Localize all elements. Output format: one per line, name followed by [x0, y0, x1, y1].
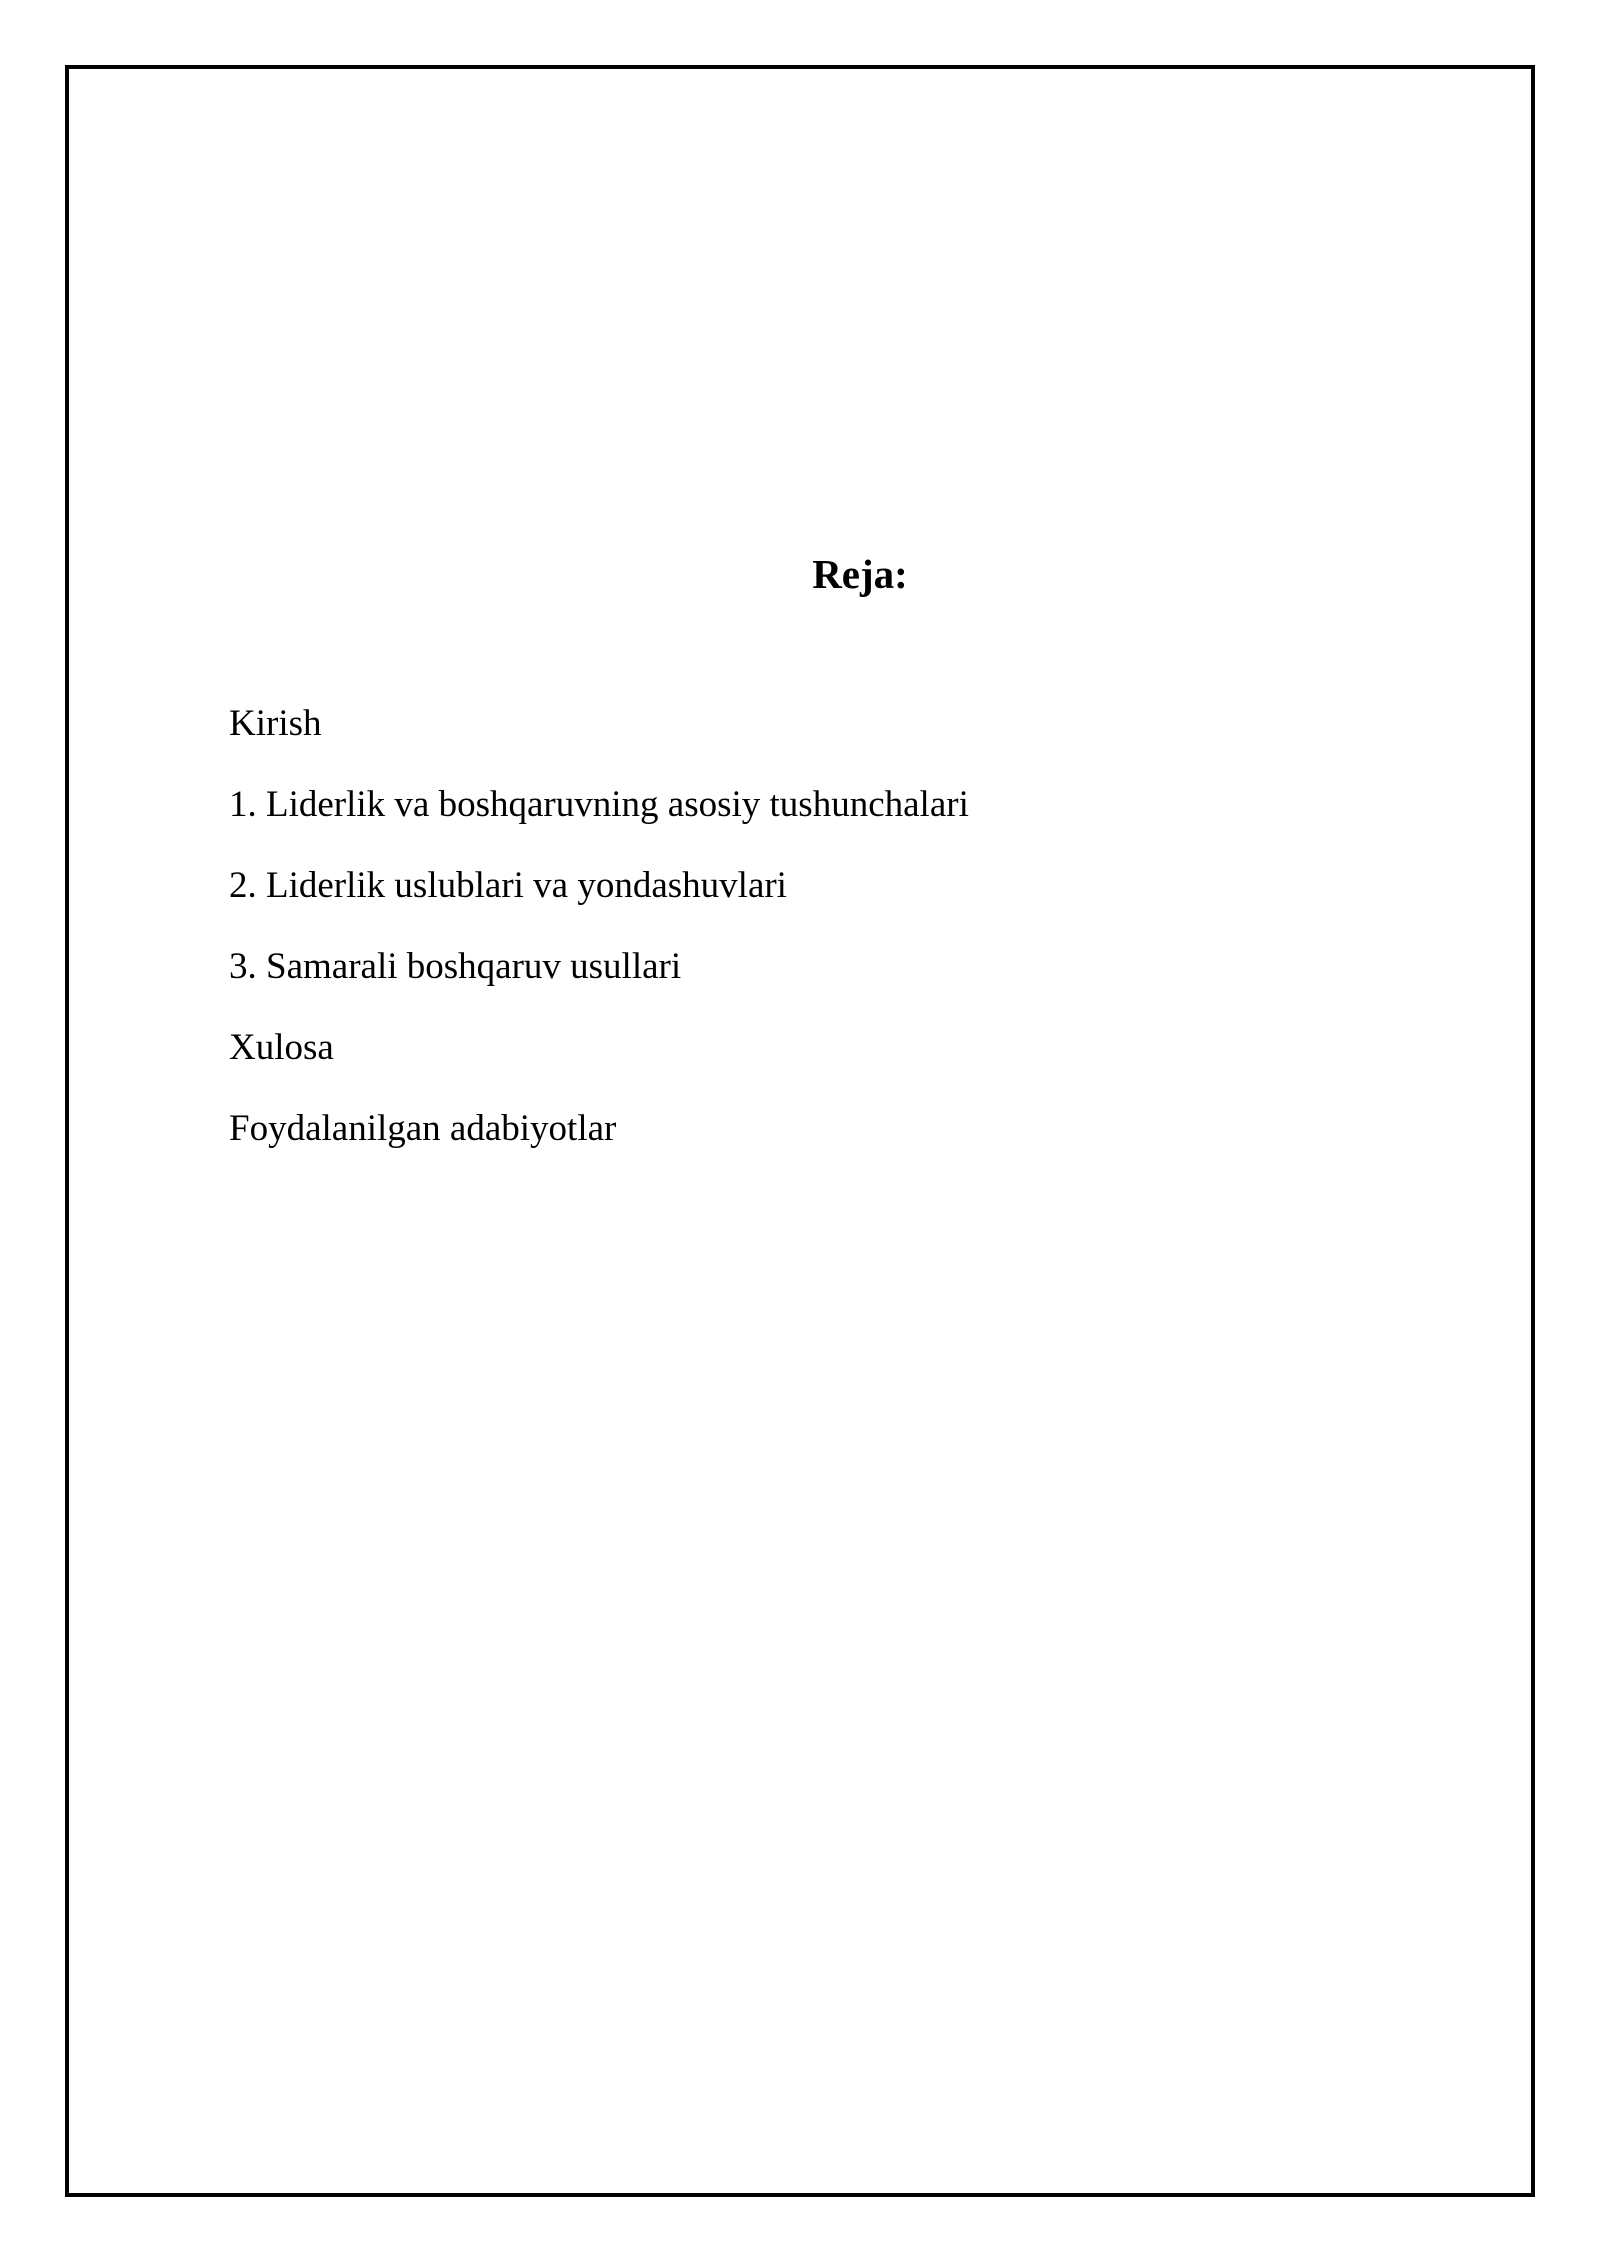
toc-item-chapter-1: 1. Liderlik va boshqaruvning asosiy tushunchalari [229, 784, 969, 825]
toc-item-conclusion: Xulosa [229, 1027, 334, 1068]
table-of-contents [229, 702, 969, 1188]
toc-item-introduction: Kirish [229, 703, 322, 744]
toc-item-chapter-3: 3. Samarali boshqaruv usullari [229, 946, 682, 987]
toc-item-chapter-2: 2. Liderlik uslublari va yondashuvlari [229, 865, 787, 906]
toc-item-references: Foydalanilgan adabiyotlar [229, 1108, 617, 1149]
page-title: Reja: [812, 551, 908, 597]
